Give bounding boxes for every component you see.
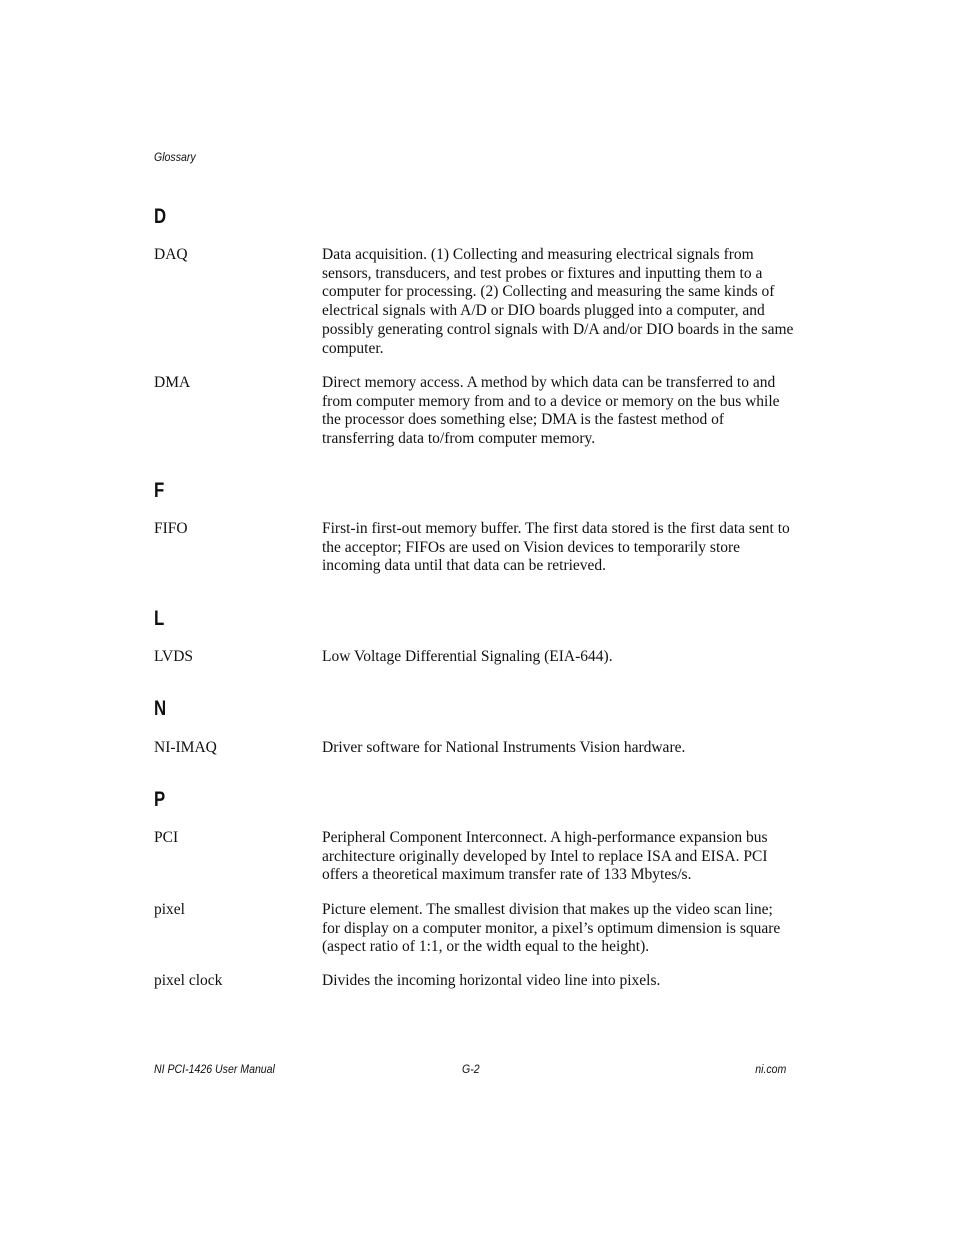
glossary-definition: Driver software for National Instruments Vision hardware. xyxy=(322,739,686,756)
glossary-definition: Peripheral Component Interconnect. A high-performance expansion bus architecture originally developed by Intel to replace ISA and EISA. PCI offers a theoretical maximum transfer rate of 133 Mbytes/s. xyxy=(322,829,768,884)
section-letter-f: F xyxy=(154,479,165,502)
glossary-definition: Divides the incoming horizontal video line into pixels. xyxy=(322,972,661,989)
glossary-definition: Low Voltage Differential Signaling (EIA-644). xyxy=(322,648,613,665)
running-header: Glossary xyxy=(154,150,196,164)
section-letter-n: N xyxy=(154,697,167,720)
glossary-term: DMA xyxy=(154,374,191,391)
glossary-term: PCI xyxy=(154,829,179,846)
glossary-definition: Direct memory access. A method by which data can be transferred to and from computer memory from and to a device or memory on the bus while the processor does something else; DMA is the fastest method of transferring data to/from computer memory. xyxy=(322,374,780,448)
section-letter-l: L xyxy=(154,607,165,630)
glossary-term: NI-IMAQ xyxy=(154,739,217,756)
glossary-term: DAQ xyxy=(154,246,188,263)
glossary-term: pixel clock xyxy=(154,972,223,989)
section-letter-p: P xyxy=(154,788,166,811)
glossary-definition: Data acquisition. (1) Collecting and measuring electrical signals from sensors, transducers, and test probes or fixtures and inputting them to a computer for processing. (2) Collecting and measuring the same kinds of electrical signals with A/D or DIO boards plugged into a computer, and possibly generating control signals with D/A and/or DIO boards in the same computer. xyxy=(322,246,794,357)
glossary-term: LVDS xyxy=(154,648,194,665)
footer-page-number: G-2 xyxy=(462,1062,480,1076)
footer-website: ni.com xyxy=(754,1062,786,1076)
glossary-term: pixel xyxy=(154,901,185,918)
glossary-definition: First-in first-out memory buffer. The first data stored is the first data sent to the acceptor; FIFOs are used on Vision devices to temporarily store incoming data until that data can be retrieved. xyxy=(322,520,790,575)
footer-manual-title: NI PCI-1426 User Manual xyxy=(154,1062,275,1076)
section-letter-d: D xyxy=(154,205,167,228)
glossary-term: FIFO xyxy=(154,520,188,537)
glossary-definition: Picture element. The smallest division that makes up the video scan line; for display on a computer monitor, a pixel’s optimum dimension is square (aspect ratio of 1:1, or the width equal to the height). xyxy=(322,901,781,956)
